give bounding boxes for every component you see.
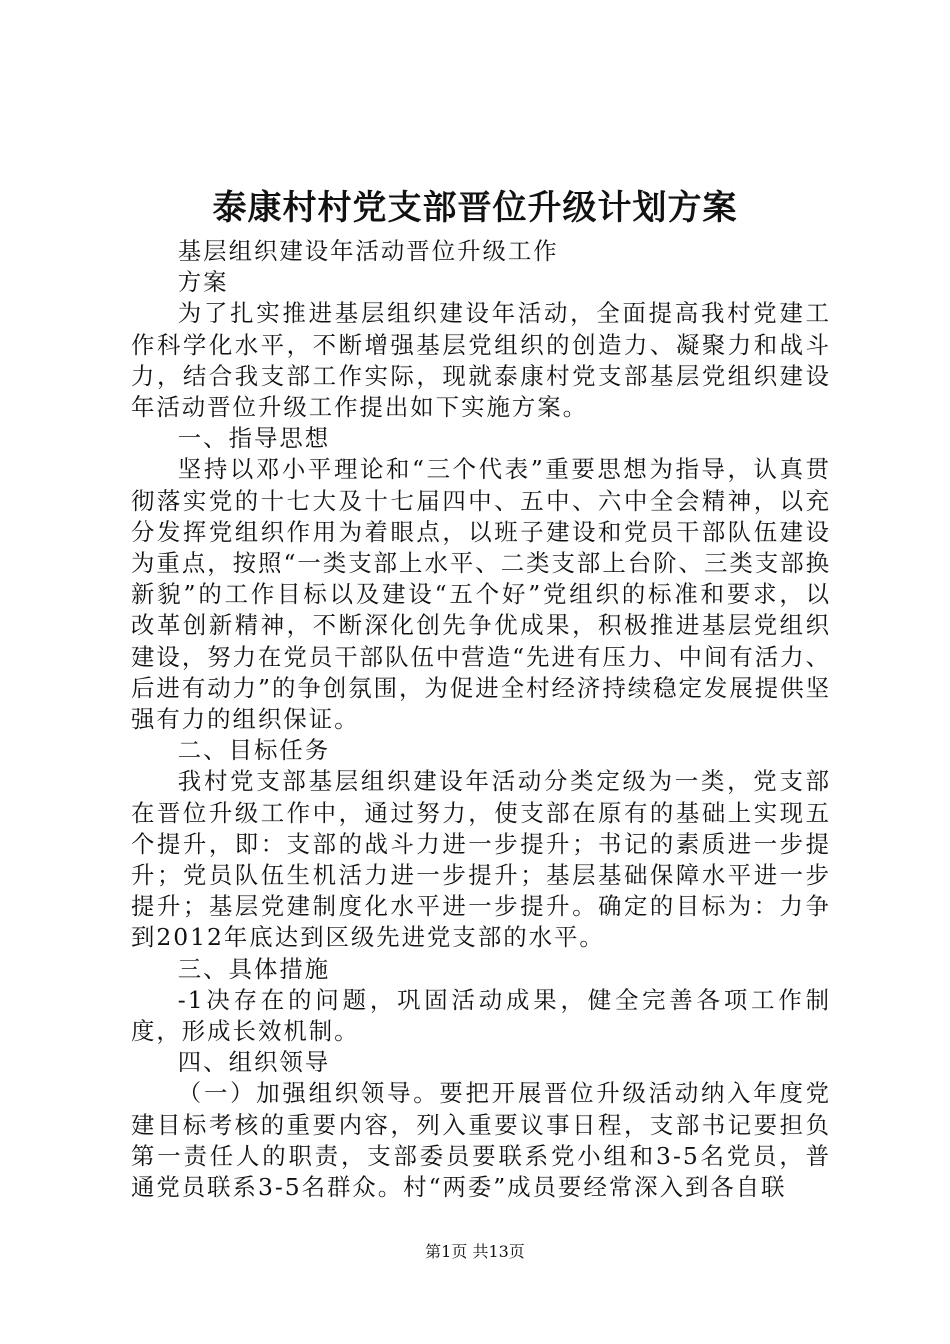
section-heading-leadership: 四、组织领导 <box>177 1048 331 1077</box>
leadership-paragraph: （一）加强组织领导。要把开展晋位升级活动纳入年度党建目标考核的重要内容，列入重要议事日程，支部书记要担负第一责任人的职责，支部委员要联系党小组和3-5名党员，普通党员联系3-5名群众。村“两委”成员要经常深入到各自联 <box>131 1079 831 1202</box>
section-heading-guiding-ideology: 一、指导思想 <box>177 424 331 453</box>
goals-paragraph: 我村党支部基层组织建设年活动分类定级为一类，党支部在晋位升级工作中，通过努力，使支部在原有的基础上实现五个提升，即：支部的战斗力进一步提升；书记的素质进一步提升；党员队伍生机活力进一步提升；基层基础保障水平进一步提升；基层党建制度化水平进一步提升。确定的目标为：力争到2012年底达到区级先进党支部的水平。 <box>131 767 831 952</box>
document-body <box>131 236 831 1203</box>
section-heading-goals: 二、目标任务 <box>177 736 331 765</box>
subtitle-line-1: 基层组织建设年活动晋位升级工作 <box>177 237 559 265</box>
document-title: 泰康村村党支部晋位升级计划方案 <box>212 188 738 228</box>
page-footer: 第1页 共13页 <box>425 1242 525 1261</box>
subtitle-line-2: 方案 <box>177 268 229 297</box>
measures-paragraph: -1决存在的问题，巩固活动成果，健全完善各项工作制度，形成长效机制。 <box>131 985 831 1046</box>
section-heading-measures: 三、具体措施 <box>177 954 331 983</box>
guiding-ideology-paragraph: 坚持以邓小平理论和“三个代表”重要思想为指导，认真贯彻落实党的十七大及十七届四中、五中、六中全会精神，以充分发挥党组织作用为着眼点，以班子建设和党员干部队伍建设为重点，按照“一类支部上水平、二类支部上台阶、三类支部换新貌”的工作目标以及建设“五个好”党组织的标准和要求，以改革创新精神，不断深化创先争优成果，积极推进基层党组织建设，努力在党员干部队伍中营造“先进有压力、中间有活力、后进有动力”的争创氛围，为促进全村经济持续稳定发展提供坚强有力的组织保证。 <box>131 455 831 734</box>
intro-paragraph: 为了扎实推进基层组织建设年活动，全面提高我村党建工作科学化水平，不断增强基层党组织的创造力、凝聚力和战斗力，结合我支部工作实际，现就泰康村党支部基层党组织建设年活动晋位升级工作提出如下实施方案。 <box>131 299 831 422</box>
